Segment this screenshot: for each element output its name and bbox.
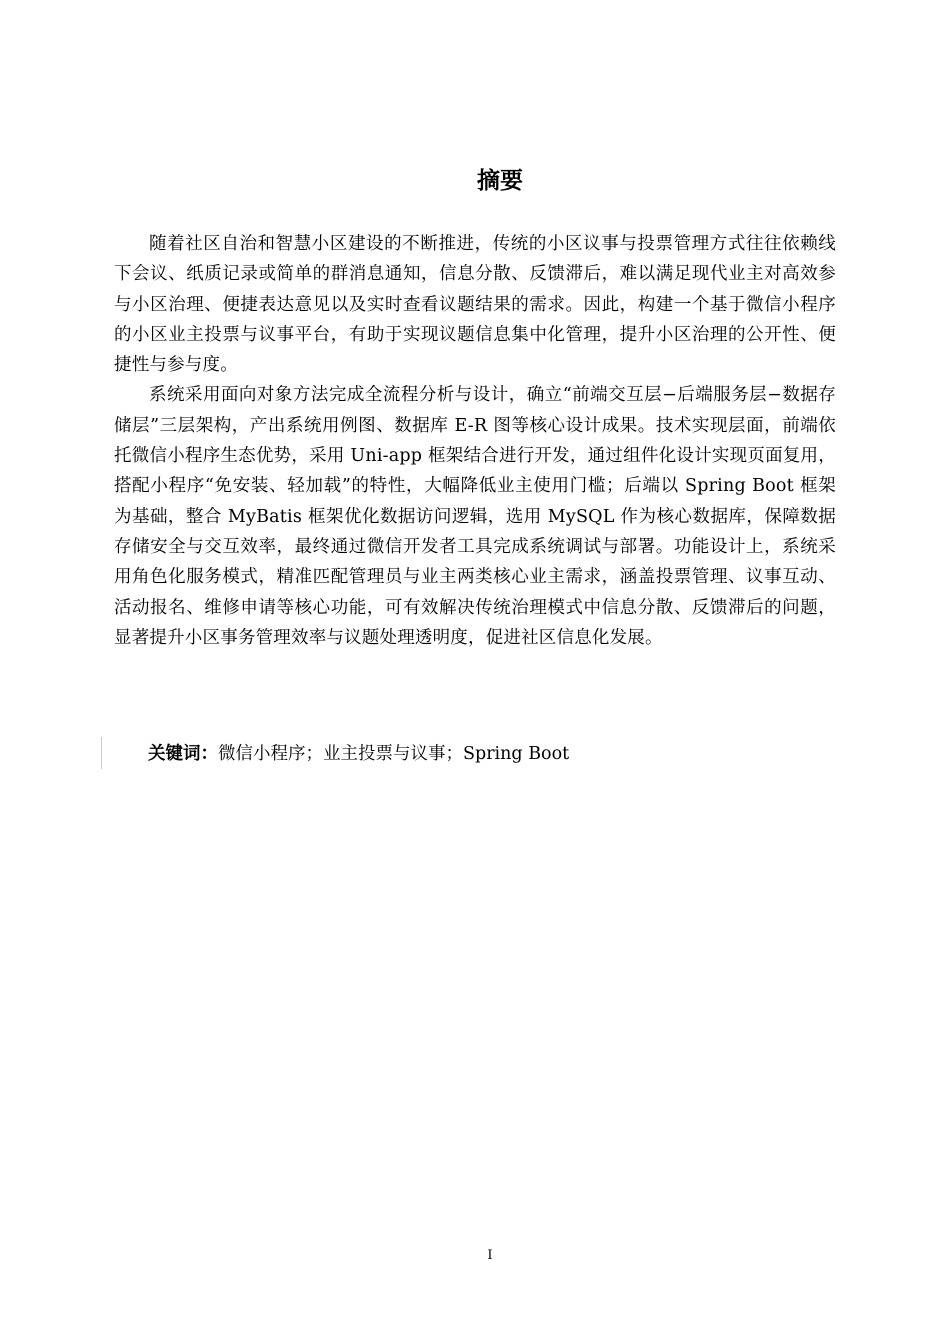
abstract-paragraph-2: 系统采用面向对象方法完成全流程分析与设计，确立“前端交互层−后端服务层−数据存储层”三层架构，产出系统用例图、数据库 E-R 图等核心设计成果。技术实现层面，前端依托微信小程序生态优势，采用 Uni-app 框架结合进行开发，通过组件化设计实现页面复用，搭配小程序“免安装、轻加载”的特性，大幅降低业主使用门槛；后端以 Spring Boot 框架为基础，整合 MyBatis 框架优化数据访问逻辑，选用 MySQL 作为核心数据库，保障数据存储安全与交互效率，最终通过微信开发者工具完成系统调试与部署。功能设计上，系统采用角色化服务模式，精准匹配管理员与业主两类核心业主需求，涵盖投票管理、议事互动、活动报名、维修申请等核心功能，可有效解决传统治理模式中信息分散、反馈滞后的问题，显著提升小区事务管理效率与议题处理透明度，促进社区信息化发展。 [114,385,836,648]
abstract-title: 摘要 [477,168,523,194]
keywords-text: 微信小程序；业主投票与议事；Spring Boot [218,744,570,764]
abstract-body [114,229,836,653]
keywords-label: 关键词： [148,744,218,764]
page-number: I [487,1248,493,1263]
abstract-paragraph-1: 随着社区自治和智慧小区建设的不断推进，传统的小区议事与投票管理方式往往依赖线下会议、纸质记录或简单的群消息通知，信息分散、反馈滞后，难以满足现代业主对高效参与小区治理、便捷表达意见以及实时查看议题结果的需求。因此，构建一个基于微信小程序的小区业主投票与议事平台，有助于实现议题信息集中化管理，提升小区治理的公开性、便捷性与参与度。 [114,234,836,376]
keywords-line [148,739,569,769]
text-cursor-bar [101,737,102,769]
